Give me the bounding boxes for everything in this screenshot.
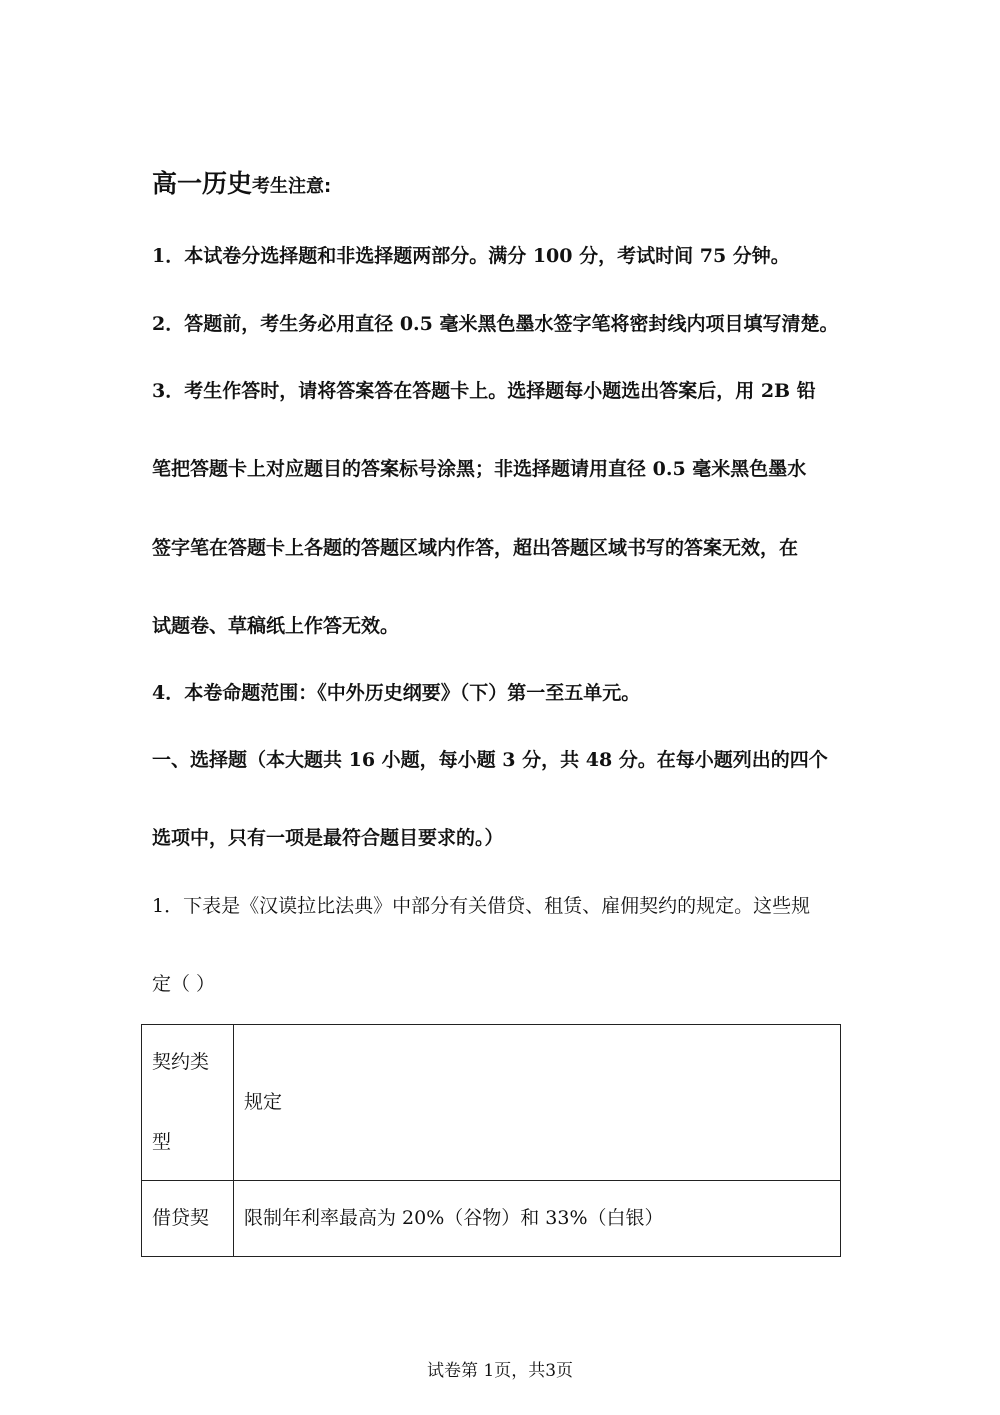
section-heading-line-1: 一、选择题（本大题共 16 小题，每小题 3 分，共 48 分。在每小题列出的四个 (152, 749, 828, 771)
table-header-rule-cell (234, 1025, 841, 1181)
page-footer: 试卷第 1页，共3页 (426, 1361, 574, 1381)
table-header-type-cell (142, 1025, 234, 1181)
notice-line-7: 4．本卷命题范围：《中外历史纲要》（下）第一至五单元。 (152, 682, 641, 704)
question-1-line-1: 1．下表是《汉谟拉比法典》中部分有关借贷、租赁、雇佣契约的规定。这些规 (152, 895, 811, 917)
question-1-line-2: 定（ ） (152, 973, 216, 995)
header-rule-text: 规定 (244, 1091, 283, 1113)
notice-line-5: 签字笔在答题卡上各题的答题区域内作答，超出答题区域书写的答案无效，在 (152, 537, 799, 559)
header-type-text-part2: 型 (152, 1131, 172, 1153)
contract-table (141, 1024, 841, 1257)
row-1-type-text: 借贷契 (152, 1207, 210, 1229)
notice-line-4: 笔把答题卡上对应题目的答案标号涂黑；非选择题请用直径 0.5 毫米黑色墨水 (152, 458, 807, 480)
exam-title: 高一历史 (152, 169, 253, 198)
row-1-rule-text: 限制年利率最高为 20%（谷物）和 33%（白银） (244, 1207, 664, 1229)
notice-line-2: 2．答题前，考生务必用直径 0.5 毫米黑色墨水签字笔将密封线内项目填写清楚。 (152, 313, 839, 335)
table-header-row (142, 1025, 841, 1181)
notice-line-6: 试题卷、草稿纸上作答无效。 (152, 615, 400, 637)
row-1-type-cell (142, 1181, 234, 1257)
row-1-rule-cell (234, 1181, 841, 1257)
section-heading-line-2: 选项中，只有一项是最符合题目要求的。） (152, 827, 504, 849)
table-row (142, 1181, 841, 1257)
notice-line-3: 3．考生作答时，请将答案答在答题卡上。选择题每小题选出答案后，用 2B 铅 (152, 380, 816, 402)
exam-header (152, 169, 332, 199)
header-type-text-part1: 契约类 (152, 1051, 210, 1073)
notice-label: 考生注意: (252, 176, 332, 197)
notice-line-1: 1．本试卷分选择题和非选择题两部分。满分 100 分，考试时间 75 分钟。 (152, 245, 790, 267)
